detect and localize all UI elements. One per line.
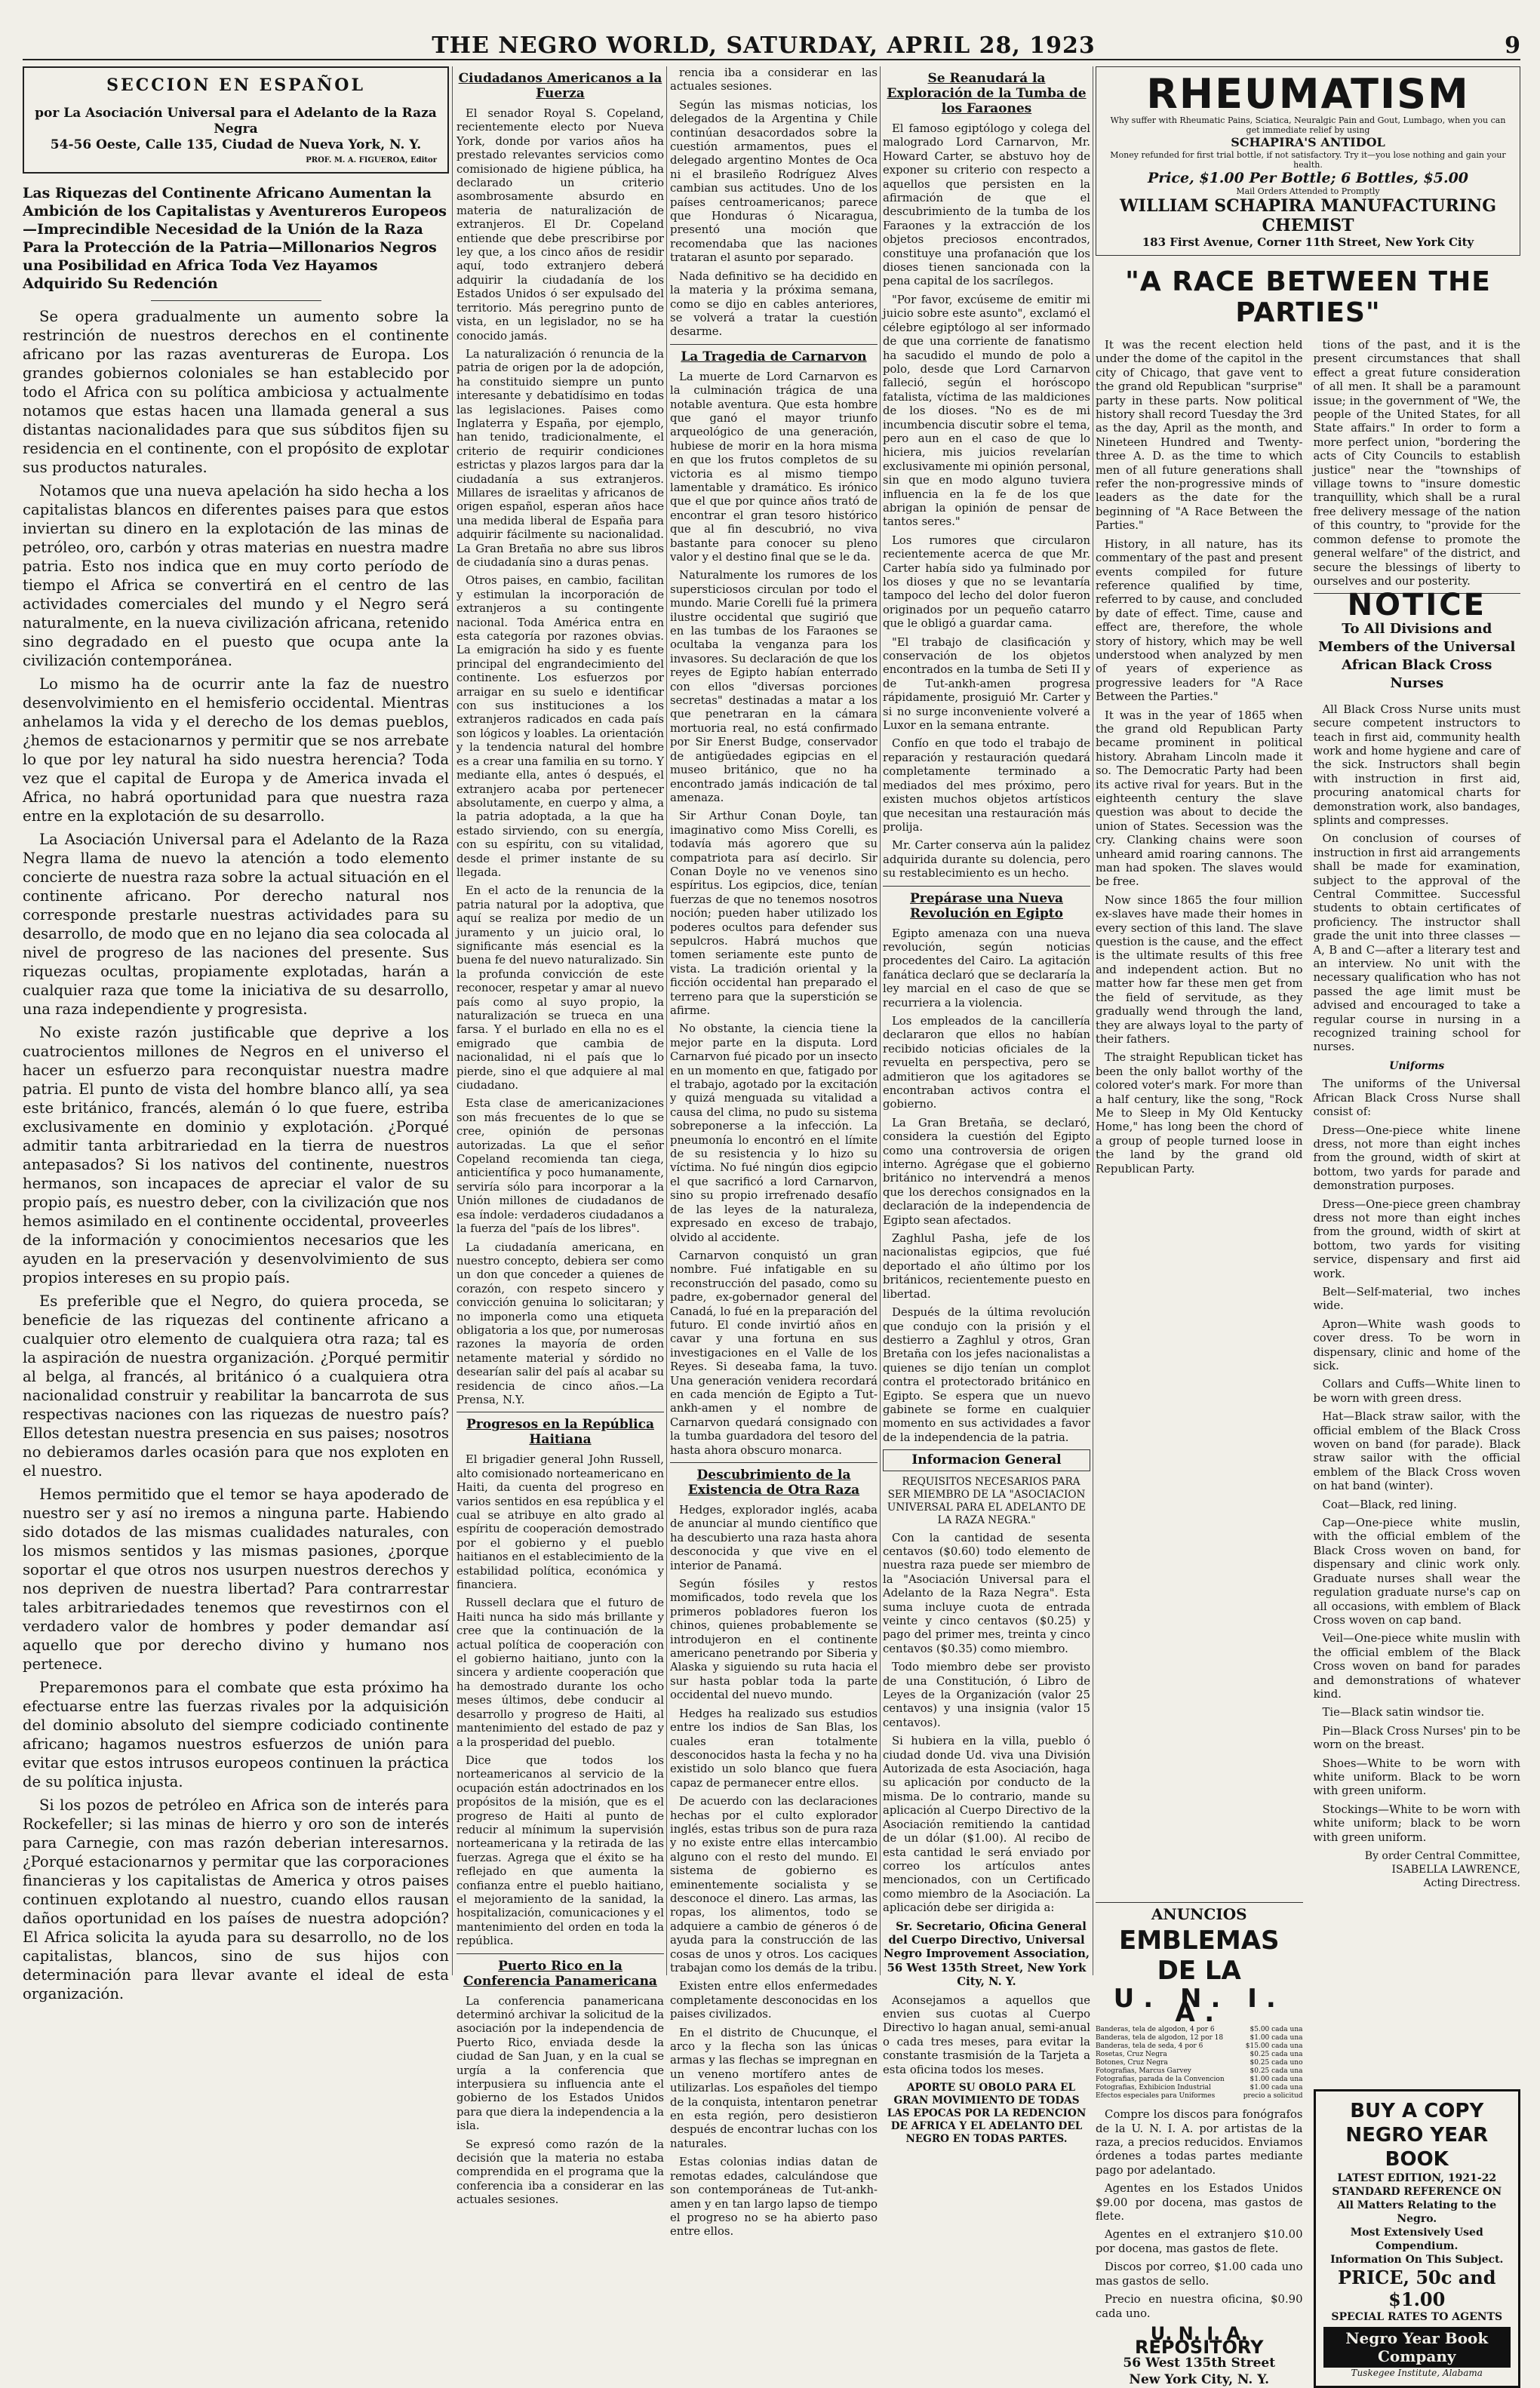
paragraph: rencia iba a considerar en las actuales sesiones. — [670, 66, 878, 94]
paragraph: On conclusion of courses of instruction in first aid arrangements shall be made for examination, subject to the approval of the Central Committee. Successful students to obtain certificates of proficiency. The instructor shall grade the unit into three classes —A, B and C—after a literary test and an interview. No unit with the necessary qualification who has not passed the age limit must be advised and encouraged to take a regular course in nursing in a recognized training school for nurses. — [1313, 832, 1520, 1054]
headline-ciudadanos: Ciudadanos Americanos a la Fuerza — [458, 71, 662, 101]
price-item: Efectos especiales para Uniformes — [1096, 2092, 1216, 2101]
divider — [151, 300, 321, 301]
price-item: Fotografias, parada de la Convencion — [1096, 2076, 1225, 2084]
paragraph: The straight Republican ticket has been the only ballot worthy of the colored voter's mark. For more than a half century, like the song, "Rock Me to Sleep in My Old Kentucky Home," has long been the chord of a group of people turned loose in the land by the grand old Republican Party. — [1096, 1051, 1303, 1176]
price-list — [1096, 2026, 1303, 2101]
paragraph: Si los pozos de petróleo en Africa son de interés para Rockefeller; si las minas de hierro y oro son de interés para Carnegie, con mas razón deberian interesarnos. ¿Porqué estacionarnos y permitar que las corporaciones financieras y los capitalistas de America y otros paises continuen explotando al nuestro, cuando ellos rausan daños oportunidad en los países de nuestra adopción? El Africa solicita la ayuda para su desarrollo, no de los capitalistas, blancos, sino de sus hijos con determinación para llevar avante el ideal de esta organización. — [23, 1796, 449, 2002]
paragraph: Después de la última revolución que condujo con la prisión y el destierro a Zaghlul y otros, Gran Bretaña con los jefes nacionalistas a quienes se dijo tenían un complot contra el protectorado británico en Egipto. Se espera que un nuevo gabinete se forme en cualquier momento en sus actividades a favor de la independencia de la patria. — [883, 1306, 1090, 1444]
ad-yearbook-company: Negro Year Book Company — [1323, 2327, 1511, 2368]
price-item: Fotografias, Marcus Garvey — [1096, 2067, 1191, 2076]
paragraph: Otros paises, en cambio, facilitan y estimulan la incorporación de extranjeros a su contingente nacional. Toda América entra en esta categoría por razones obvias. La emigración ha sido y es fuente principal del engrandecimiento del continente. Los esfuerzos por arraigar en su suelo e identificar con sus instituciones a los extranjeros radicados en cada país son lógicos y loables. La orientación y la tendencia natural del hombre es a crear una familia en su torno. Y mediante ella, antes ó después, el extranjero acaba por pertenecer absolutamente, en cuerpo y alma, a la patria adoptada, a la que ha estado sirviendo, con su energía, con su espíritu, con su vitalidad, desde el primer instante de su llegada. — [456, 574, 664, 879]
ad-yearbook-line: LATEST EDITION, 1921-22 — [1337, 2171, 1497, 2184]
divider — [883, 886, 1090, 887]
anuncios-heading: ANUNCIOS — [1151, 1905, 1247, 1923]
repository-name: U. N. I. A. REPOSITORY — [1135, 2322, 1264, 2359]
article-body — [23, 307, 449, 2003]
headline-otra-raza: Descubrimiento de la Existencia de Otra Raza — [687, 1468, 860, 1498]
paragraph: Pin—Black Cross Nurses' pin to be worn on the breast. — [1313, 1724, 1520, 1752]
price-value: $0.25 cada uno — [1250, 2059, 1303, 2067]
unia-heading: U. N. I. A. — [1113, 1984, 1285, 2028]
signature-name: ISABELLA LAWRENCE, — [1391, 1864, 1520, 1876]
paragraph: En el acto de la renuncia de la patria natural por la adoptiva, que aquí se realiza por medio de un juramento y un juicio oral, lo significante más esencial es la buena fe del nuevo naturalizado. Sin la profunda convicción de este reconocer, respetar y amar al nuevo país como al suyo propio, la naturalización se trueca en una farsa. Y el burlado en ella no es el emigrado que cambia de nacionalidad, ni el país que lo pierde, sino el que adquiere al mal ciudadano. — [456, 884, 664, 1093]
repository-address-1: 56 West 135th Street — [1123, 2355, 1276, 2371]
paragraph: Nada definitivo se ha decidido en la materia y la próxima semana, como se dijo en cables anteriores, se volverá a tratar la cuestión desarme. — [670, 269, 878, 339]
uniforms-heading: Uniforms — [1389, 1059, 1445, 1072]
ad-rheumatism — [1096, 66, 1520, 256]
ad-yearbook-price: PRICE, 50c and $1.00 — [1338, 2266, 1496, 2310]
anuncios-block — [1096, 1898, 1303, 2388]
page-number: 9 — [1505, 32, 1520, 59]
paragraph: Mr. Carter conserva aún la palidez adquirida durante su dolencia, pero su restablecimiento es un hecho. — [883, 839, 1090, 881]
paragraph: Coat—Black, red lining. — [1322, 1498, 1457, 1511]
price-value: $1.00 cada una — [1250, 2034, 1303, 2042]
paragraph: Agentes en los Estados Unidos $9.00 por docena, mas gastos de flete. — [1096, 2182, 1303, 2224]
paragraph: La Asociación Universal para el Adelanto de la Raza Negra llama de nuevo la atención a todo elemento concierte de nuestra raza sobre la actual situación en el continente africano. Por derecho natural nos corresponde prestarle nuestras actividades para su desarrollo, de modo que en no lejano dia sea colocada al nivel de progreso de las naciones del presente. Sus riquezas ocultas, propiamente explotadas, harán a cualquier raza que tome la iniciativa de su desarrollo, una raza independiente y progresista. — [23, 831, 449, 1018]
price-value: $1.00 cada una — [1250, 2084, 1303, 2092]
requirements-heading: REQUISITOS NECESARIOS PARA SER MIEMBRO DE LA "ASOCIACION UNIVERSAL PARA EL ADELANTO DE LA RAZA NEGRA." — [887, 1475, 1087, 1526]
ad-rheumatism-tagline: Why suffer with Rheumatic Pains, Sciatica, Neuralgic Pain and Gout, Lumbago, when you can get immediate relief by using — [1110, 115, 1506, 135]
masthead-title: THE NEGRO WORLD, SATURDAY, APRIL 28, 1923 — [432, 32, 1096, 59]
emblemas-heading: EMBLEMAS DE LA — [1119, 1925, 1280, 1987]
signature-title: Acting Directress. — [1423, 1877, 1520, 1889]
ad-yearbook-location: Tuskegee Institute, Alabama — [1351, 2367, 1483, 2378]
price-item: Fotografias, Exhibicion Industrial — [1096, 2084, 1211, 2092]
section-header-box — [23, 66, 449, 174]
paragraph: Notamos que una nueva apelación ha sido hecha a los capitalistas blancos en diferentes paises para que estos inviertan su dinero en la explotación de las minas de petróleo, oro, carbón y otras materias en nuestra madre patria. Esto nos indica que en muy corto período de tiempo el Africa se convertirá en el centro de las actividades comerciales del mundo y el Negro será naturalmente, en la nueva civilización africana, retenido sino degradado en el puesto que ocupa ante la civilización contemporánea. — [23, 482, 449, 669]
ad-yearbook-line: Most Extensively Used Compendium. — [1350, 2226, 1483, 2252]
ad-refund: Money refunded for first trial bottle, if not satisfactory. Try it—you lose nothing and gain your health. — [1110, 150, 1506, 170]
price-item: Botones, Cruz Negra — [1096, 2059, 1168, 2067]
notice-subtitle: To All Divisions and Members of the Universal African Black Cross Nurses — [1318, 620, 1516, 691]
paragraph: "El trabajo de clasificación y conservación de los objetos encontrados en la tumba de Seti II y de Tut-ankh-amen progresa rápidamente, prosiguió Mr. Carter y si no surge inconveniente volveré a Luxor en la semana entrante. — [883, 635, 1090, 733]
paragraph: Hemos permitido que el temor se haya apoderado de nuestro ser y así no iremos a ninguna parte. Habiendo sido dotados de las mismas cualidades naturales, con los mismos sentidos y las mismas pasiones, ¿porque soportar el que otros nos usurpen nuestros derechos y nos depriven de nuestra libertad? Para contrarrestar tales arbitrariedades tenemos que revestirnos con el verdadero valor de hombres y poder demandar así aquello que por derecho divino y humano nos pertenece. — [23, 1486, 449, 1673]
paragraph: It was the recent election held under the dome of the capitol in the city of Chicago, that gave vent to the grand old Republican "surprise" party in these parts. Now political history shall record Tuesday the 3rd as the day, April as the month, and Nineteen Hundred and Twenty-three A. D. as the time to which men of all future generations shall refer the non-progressive minds of leaders as the date for the beginning of "A Race Between the Parties." — [1096, 339, 1303, 533]
section-title: SECCION EN ESPAÑOL — [106, 75, 365, 95]
price-list-row — [1096, 2067, 1303, 2076]
race-article-left — [1096, 339, 1303, 1890]
price-list-row — [1096, 2026, 1303, 2034]
divider — [1096, 1902, 1303, 1903]
ad-yearbook-line: All Matters Relating to the Negro. — [1337, 2199, 1497, 2225]
race-article — [1096, 339, 1520, 1890]
paragraph: La Gran Bretaña, se declaró, considera la cuestión del Egipto como una controversia de origen interno. Agrégase que el gobierno británico no intervendrá a menos que los derechos consignados en la declaración de la independencia de Egipto sean afectados. — [883, 1116, 1090, 1227]
paragraph: La muerte de Lord Carnarvon es la culminación trágica de una notable aventura. Que esta hombre que ganó el mayor triunfo arqueológico de una generación, hubiese de morir en la hora misma en que los frutos completos de su victoria es al mismo tiempo lamentable y dramático. Es irónico que el que por quince años trató de encontrar el gran tesoro histórico que al fin descubrió, no viva bastante para conocer su pleno valor y el destino final que se le da. — [670, 370, 878, 564]
paragraph: Según fósiles y restos momificados, todo revela que los primeros pobladores fueron los chinos, quienes probablemente se introdujeron en el continente americano penetrando por Siberia y Alaska y siguiendo su ruta hacia el sur hasta poblar toda la parte occidental del nuevo mundo. — [670, 1578, 878, 1702]
section-org: por La Asociación Universal para el Adelanto de la Raza Negra — [35, 106, 437, 137]
ad-address: 183 First Avenue, Corner 11th Street, New York City — [1142, 235, 1474, 249]
headline-carnarvon: La Tragedia de Carnarvon — [681, 349, 867, 364]
ad-yearbook-line: STANDARD REFERENCE ON — [1332, 2185, 1502, 2198]
paragraph: Preparemonos para el combate que esta próximo ha efectuarse entre las fuerzas rivales por la adquisición del dominio absoluto del siempre codiciado continente africano; hagamos nuestros esfuerzos de unión para evitar que estos intrusos europeos continuen la práctica de su política injusta. — [23, 1679, 449, 1790]
paragraph: Tie—Black satin windsor tie. — [1322, 1706, 1485, 1720]
paragraph: La ciudadanía americana, en nuestro concepto, debiera ser como un don que conceder a quienes de corazón, con respeto sincero y convicción genuina lo solicitaran; y no imponerla como una etiqueta obligatoria a los que, por numerosas razones la mayoría de orden netamente material y sórdido no desearían salir del país al acabar su residencia de cinco años.—La Prensa, N.Y. — [456, 1240, 664, 1406]
race-article-right — [1314, 339, 1521, 1890]
masthead — [23, 23, 1520, 60]
divider — [456, 1953, 664, 1954]
paragraph: Todo miembro debe ser provisto de una Constitución, ó Libro de Leyes de la Organización (valor 25 centavos) y una insignia (valor 15 centavos). — [883, 1661, 1090, 1729]
paragraph: Now since 1865 the four million ex-slaves have made their homes in every section of this land. The slave question is the cause, and the effect is the ultimate results of this free and independent action. But no matter how far these men get from the field of servitude, as they gradually wend through the land, they are always loyal to the party of their fathers. — [1096, 893, 1303, 1046]
paragraph: Dice que todos los norteamericanos al servicio de la ocupación están adoctrinados en los propósitos de la misión, que es el progreso de Haiti al punto de reducir al mínimum la supervisión norteamericana y la retirada de las fuerzas. Agrega que el éxito se ha reflejado en que aumenta la confianza entre el pueblo haitiano, el mejoramiento de la sanidad, la hospitalización, comunicaciones y el mantenimiento del orden en toda la república. — [456, 1753, 664, 1948]
paragraph: The uniforms of the Universal African Black Cross Nurse shall consist of: — [1313, 1077, 1520, 1119]
paragraph: Belt—Self-material, two inches wide. — [1313, 1285, 1520, 1313]
paragraph: Si hubiera en la villa, pueblo ó ciudad donde Ud. viva una División Autorizada de esta Asociación, haga su aplicación por conducto de la misma. De lo contrario, mande su aplicación al Cuerpo Directivo de la Asociación remitiendo la cantidad de un dólar ($1.00). Al recibo de esta cantidad le será enviado por correo los artículos antes mencionados, con un Certificado como miembro de la Asociación. La aplicación debe ser dirigida a: — [883, 1735, 1090, 1915]
price-list-row — [1096, 2051, 1303, 2059]
paragraph: Discos por correo, $1.00 cada uno mas gastos de sello. — [1096, 2260, 1303, 2288]
paragraph: Carnarvon conquistó un gran nombre. Fué infatigable en su reconstrucción del pasado, como su padre, ex-gobernador general del Canadá, lo fué en la preparación del futuro. El conde invirtió años en cavar y una fortuna en sus investigaciones en el Valle de los Reyes. Si deseaba fama, la tuvo. Una generación venidera recordará en cada mención de Egipto a Tut-ankh-amen y el nombre de Carnarvon quedará consignado con la tumba guardadora del tesoro del hasta ahora obscuro monarca. — [670, 1249, 878, 1457]
notice-title: NOTICE — [1347, 588, 1486, 623]
ad-yearbook-line: BUY A COPY — [1350, 2099, 1484, 2122]
paragraph: Con la cantidad de sesenta centavos ($0.60) todo elemento de nuestra raza puede ser miembro de la "Asociación Universal para el Adelanto de la Raza Negra". Esta suma incluye cuota de entrada veinte y cinco centavos ($0.25) y pago del primer mes, treinta y cinco centavos ($0.35) como miembro. — [883, 1531, 1090, 1655]
paragraph: Egipto amenaza con una nueva revolución, según noticias procedentes del Cairo. La agitación fanática declaró que se declararía la ley marcial en el caso de que se recurriera a la violencia. — [883, 927, 1090, 1010]
notice-signature — [1314, 1849, 1521, 1890]
price-value: precio a solicitud — [1243, 2092, 1303, 2101]
paragraph: Hedges, explorador inglés, acaba de anunciar al mundo científico que ha descubierto una raza hasta ahora desconocida y que vive en el interior de Panamá. — [670, 1504, 878, 1572]
address-block: Sr. Secretario, Oficina General del Cuerpo Directivo, Universal Negro Improvement Association, 56 West 135th Street, New York City, N. Y. — [884, 1919, 1090, 1989]
paragraph: Agentes en el extranjero $10.00 por docena, mas gastos de flete. — [1096, 2228, 1303, 2255]
paragraph: Cap—One-piece white muslin, with the official emblem of the Black Cross woven on band, for dispensary and clinic work only. Graduate nurses shall wear the regulation graduate nurse's cap on all occasions, with emblem of Black Cross woven on cap band. — [1313, 1517, 1520, 1627]
column-5-english — [1096, 66, 1520, 2387]
headline-puerto-rico: Puerto Rico en la Conferencia Panamericana — [463, 1958, 657, 1989]
column-spanish-section — [23, 66, 449, 2002]
price-list-row — [1096, 2092, 1303, 2101]
price-item: Rosetas, Cruz Negra — [1096, 2051, 1167, 2059]
yearbook-block — [1314, 1898, 1521, 2388]
paragraph: Se expresó como razón de la decisión que la materia no estaba comprendida en el programa que la conferencia iba a considerar en las actuales sesiones. — [456, 2138, 664, 2207]
ad-yearbook-title: NEGRO YEAR BOOK — [1345, 2123, 1489, 2171]
price-value: $15.00 cada una — [1245, 2042, 1303, 2051]
repository-address-2: New York City, N. Y. — [1129, 2371, 1270, 2387]
paragraph: Según las mismas noticias, los delegados de la Argentina y Chile continúan desacordados sobre la cuestión armamentos, pues el delegado argentino Montes de Oca ni el brasileño Rodríguez Alves cambian sus actitudes. Uno de los países centroamericanos; parece que Honduras ó Nicaragua, presentó una moción que recomendaba que las naciones trataran el asunto por separado. — [670, 98, 878, 265]
headline-race-between-parties: "A RACE BETWEEN THE PARTIES" — [1125, 266, 1491, 328]
paragraph: Zaghlul Pasha, jefe de los nacionalistas egipcios, que fué deportado el año último por los británicos, recientemente puesto en libertad. — [883, 1232, 1090, 1301]
paragraph: Hat—Black straw sailor, with the official emblem of the Black Cross woven on band (for parade). Black straw sailor with the official emblem of the Black Cross woven on hat band (winter). — [1313, 1410, 1520, 1493]
paragraph: Esta clase de americanizaciones son más frecuentes de lo que se cree, opinión de personas autorizadas. La que el señor Copeland recomienda tan ciega, anticientífica y poco humanamente, serviría sólo para incorporar a la Unión millones de ciudadanos de esa índole: verdaderos ciudadanos a la fuerza del "país de los libres". — [456, 1097, 664, 1236]
paragraph: Precio en nuestra oficina, $0.90 cada uno. — [1096, 2293, 1303, 2320]
paragraph: Los rumores que circularon recientemente acerca de que Mr. Carter había sido ya fulminado por los dioses y que no se levantaría tampoco del lecho del dolor fueron originados por un pequeño catarro que le obligó a guardar cama. — [883, 533, 1090, 631]
paragraph: Lo mismo ha de ocurrir ante la faz de nuestro desenvolvimiento en el hemisferio occidental. Mientras anhelamos la vida y el derecho de los demas pueblos, ¿hemos de estacionarnos y permitir que se nos arrebate lo que por ley natural ha sido nuestra herencia? Toda vez que el capital de Europa y de America invada el Africa, no habrá oportunidad para que nuestra raza entre en la explotación de su desarrollo. — [23, 675, 449, 825]
ad-product-name: SCHAPIRA'S ANTIDOL — [1231, 135, 1385, 149]
ad-manufacturer: WILLIAM SCHAPIRA MANUFACTURING CHEMIST — [1119, 196, 1497, 235]
paragraph: Naturalmente los rumores de los supersticiosos circulan por todo el mundo. Marie Corelli fué la primera ilustre occidental que sugirió que en las tumbas de los Faraones se ocultaba la venganza para los invasores. Su declaración de que los reyes de Egipto habían enterrado con ellos "diversas porciones secretas" destinadas a matar a los que penetraran en la cámara mortuoria real, no está confirmado por Sir Enerst Budge, conservador de antigüedades egipcias en el museo británico, que no ha encontrado jamás indicación de tal amenaza. — [670, 569, 878, 804]
paragraph: Hedges ha realizado sus estudios entre los indios de San Blas, los cuales eran totalmente desconocidos hasta la fecha y no ha existido un solo blanco que fuera capaz de permanecer entre ellos. — [670, 1707, 878, 1790]
paragraph: En el distrito de Chucunque, el arco y la flecha son las únicas armas y las flechas se impregnan en un veneno mortífero antes de utilizarlas. Los españoles del tiempo de la conquista, intentaron penetrar en esta región, pero desistieron después de encontrar luchas con los naturales. — [670, 2026, 878, 2150]
price-list-row — [1096, 2084, 1303, 2092]
paragraph: Dress—One-piece green chambray dress not more than eight inches from the ground, width of skirt at bottom, two yards for visiting service, dispensary and first aid work. — [1313, 1197, 1520, 1280]
signature-line: By order Central Committee, — [1364, 1850, 1520, 1862]
ad-negro-year-book — [1314, 2089, 1521, 2388]
paragraph: History, in all nature, has its commentary of the past and present events compiled for future reference qualified by time, referred to by cause, and concluded by date of effect. Time, cause and effect are, therefore, the whole story of history, which may be well understood when analyzed by men of years of experience as progressive leaders for "A Race Between the Parties." — [1096, 537, 1303, 704]
paragraph: Dress—One-piece white linene dress, not more than eight inches from the ground, width of skirt at bottom, two yards for parade and demonstration purposes. — [1313, 1123, 1520, 1193]
paragraph: Estas colonias indias datan de remotas edades, calculándose que son contemporáneas de Tut-ankh-amen y en tan largo lapso de tiempo el progreso no se ha abierto paso entre ellos. — [670, 2156, 878, 2239]
paragraph: El famoso egiptólogo y colega del malogrado Lord Carnarvon, Mr. Howard Carter, se abstuvo hoy de exponer su criterio con respecto a aquellos que persisten en la afirmación de que el descubrimiento de la tumba de los Faraones y la extracción de los objetos preciosos encontrados, constituye una profanación que los dioses tienen sancionada con la pena capital de los sacrílegos. — [883, 122, 1090, 288]
price-list-row — [1096, 2059, 1303, 2067]
paragraph: Compre los discos para fonógrafos de la U. N. I. A. por artistas de la raza, a precios reducidos. Enviamos órdenes a todas partes mediante pago por adelantado. — [1096, 2108, 1303, 2177]
ad-price: Price, $1.00 Per Bottle; 6 Bottles, $5.00 — [1147, 170, 1469, 186]
paragraph: Stockings—White to be worn with white uniform; black to be worn with green uniform. — [1313, 1803, 1520, 1844]
paragraph: tions of the past, and it is the present circumstances that shall effect a great future consideration of all men. It shall be a paramount issue; in the government of "We, the people of the United States, for all State affairs." In order to form a more perfect union, "bordering the acts of City Councils to establish justice" near the "townships of village towns to "insure domestic tranquillity, which shall be a rural free delivery message of the nation of this country, to "provide for the common defense to promote the general welfare" of the district, and secure the blessings of liberty to ourselves and our posterity. — [1313, 339, 1520, 588]
paragraph: El senador Royal S. Copeland, recientemente electo por Nueva York, donde por varios años ha prestado relevantes servicios como comisionado de higiene pública, ha declarado un criterio asombrosamente absurdo en materia de naturalización de extranjeros. El Dr. Copeland entiende que debe prescribirse por ley que, a los cinco años de residir aquí, todo extranjero deberá adquirir la ciudadanía de los Estados Unidos ó ser expulsado del territorio. Más peregrino punto de vista, en un legislador, no se ha conocido jamás. — [456, 107, 664, 343]
column-rule — [880, 66, 881, 1975]
price-value: $0.25 cada una — [1250, 2067, 1303, 2076]
ad-rheumatism-title: RHEUMATISM — [1146, 70, 1470, 118]
paragraph: Collars and Cuffs—White linen to be worn with green dress. — [1313, 1378, 1520, 1405]
paragraph: Russell declara que el futuro de Haiti nunca ha sido más brillante y cree que la continuación de la actual política de cooperación con el gobierno haitiano, junto con la sincera y ardiente cooperación que ha demostrado durante los ocho meses últimos, debe conducir al desarrollo y progreso de Haiti, al mantenimiento del estado de paz y a la prosperidad del pueblo. — [456, 1597, 664, 1749]
price-list-row — [1096, 2076, 1303, 2084]
closing-slogan: APORTE SU OBOLO PARA EL GRAN MOVIMIENTO DE TODAS LAS EPOCAS POR LA REDENCION DE AFRICA Y EL ADELANTO DEL NEGRO EN TODAS PARTES. — [887, 2082, 1087, 2145]
price-item: Banderas, tela de algodon, 12 por 18 — [1096, 2034, 1224, 2042]
bottom-ads — [1096, 1898, 1520, 2388]
paragraph: It was in the year of 1865 when the grand old Republican Party became prominent in political history. Abraham Lincoln made it so. The Democratic Party had been its active rival for years. But in the eighteenth century the slave question was about to decide the union of States. Secession was the cry. Clanking chains were soon unheard amid roaring cannons. The man had spoken. The slaves would be free. — [1096, 708, 1303, 889]
headline-informacion: Informacion General — [883, 1449, 1090, 1471]
paragraph: Es preferible que el Negro, do quiera proceda, se beneficie de las riquezas del continente africano a cualquier otro elemento de cualquiera otra raza; tal es la aspiración de nuestra organización. ¿Porqué permitir al belga, al francés, al británico ó a cualquiera otra nacionalidad construir y reabilitar la bancarrota de sus respectivas naciones con las riquezas de nuestro país? Ellos detestan nuestra presencia en sus paises; nosotros no debieramos darles ocasión para que nos exploten en el nuestro. — [23, 1292, 449, 1480]
column-rule — [452, 66, 453, 1975]
article-deck: Las Riquezas del Continente Africano Aumentan la Ambición de los Capitalistas y Aventureros Europeos—Imprecindible Necesidad de la Unión de la Raza Para la Protección de la Patria—Millonarios Negros una Posibilidad en Africa Toda Vez Hayamos Adquirido Su Redención — [23, 185, 447, 292]
divider — [670, 344, 878, 345]
ad-yearbook-line: Information On This Subject. — [1330, 2253, 1504, 2266]
price-item: Banderas, tela de seda, 4 por 6 — [1096, 2042, 1203, 2051]
paragraph: Shoes—White to be worn with white uniform. Black to be worn with green uniform. — [1313, 1756, 1520, 1798]
divider — [670, 1462, 878, 1463]
paragraph: No obstante, la ciencia tiene la mejor parte en la disputa. Lord Carnarvon fué picado por un insecto en un momento en que, fatigado por el trabajo, agotado por la excitación y quizá menguada su vitalidad a causa del clima, no pudo su sistema sobreponerse a la infección. La pneumonía lo encontró en el límite de su resistencia y lo hizo su víctima. No fué ningún dios egipcio el que sacrificó a lord Carnarvon, sino su propio irrefrenado desafío de las leyes de la naturaleza, expresado en exceso de trabajo, olvido al accidente. — [670, 1022, 878, 1244]
paragraph: La naturalización ó renuncia de la patria de origen por la de adopción, ha constituido siempre un punto interesante y debatidísimo en todas las legislaciones. Paises como Inglaterra y España, por ejemplo, han tenido, tradicionalmente, el criterio de requirir condiciones estrictas y plazos largos para dar la ciudadanía a sus extranjeros. Millares de israelitas y africanos de origen español, esperan años hace una medida liberal de España para adquirir fácilmente su nacionalidad. La Gran Bretaña no abre sus libros de ciudadanía sino a duras penas. — [456, 347, 664, 569]
paragraph: Veil—One-piece white muslin with the official emblem of the Black Cross woven on band for parades and demonstrations of whatever kind. — [1313, 1632, 1520, 1701]
paragraph: La conferencia panamericana determinó archivar la solicitud de la asociación por la independencia de Puerto Rico, enviada desde la ciudad de San Juan, y en la cual se urgía a la conferencia que interpusiera su influencia ante el gobierno de los Estados Unidos para que diera la independencia a la isla. — [456, 1994, 664, 2133]
column-rule — [666, 66, 667, 1975]
price-list-row — [1096, 2042, 1303, 2051]
price-value: $1.00 cada una — [1250, 2076, 1303, 2084]
paragraph: De acuerdo con las declaraciones hechas por el culto explorador inglés, estas tribus son de pura raza y no existe entre ellas intercambio alguno con el resto del mundo. El sistema de gobierno es eminentemente socialista y se desconoce el dinero. Las armas, las ropas, los alimentos, todo se adquiere a cambio de géneros ó de ayuda para la construcción de las cosas de unos y otros. Los caciques trabajan como los demás de la tribu. — [670, 1795, 878, 1975]
paragraph: Los empleados de la cancillería declararon que ellos no habían recibido noticias oficiales de la revuelta en perspectiva, pero se admitieron que los agitadores se encontraban activos contra el gobierno. — [883, 1014, 1090, 1111]
paragraph: Sir Arthur Conan Doyle, tan imaginativo como Miss Corelli, es todavía más agorero que su compatriota para así decirlo. Sir Conan Doyle no ve venenos sino espíritus. Los egipcios, dice, tenían fuerzas de que no tenemos nosotros noción; pueden haber utilizado los poderes ocultos para defender sus sepulcros. Habrá muchos que tomen seriamente este punto de vista. La tradición oriental y la ficción occidental han preparado el terreno para que la superstición se afirme. — [670, 810, 878, 1017]
paragraph: Aconsejamos a aquellos que envien sus cuotas al Cuerpo Directivo lo hagan anual, semi-anual o cada tres meses, para evitar la constante trasmisión de la Tarjeta a esta oficina todos los meses. — [883, 1993, 1090, 2076]
price-item: Banderas, tela de algodon, 4 por 6 — [1096, 2026, 1215, 2034]
headline-faraones: Se Reanudará la Exploración de la Tumba de los Faraones — [887, 71, 1087, 116]
section-address: 54-56 Oeste, Calle 135, Ciudad de Nueva York, N. Y. — [50, 137, 422, 152]
paragraph: El brigadier general John Russell, alto comisionado norteamericano en Haiti, da cuenta del progreso en varios sentidos en esa república y el cual se atribuye en alto grado al espíritu de cooperación demostrado por el gobierno y el pueblo haitianos en el establecimiento de la estabilidad política, económica y financiera. — [456, 1453, 664, 1592]
paragraph: Apron—White wash goods to cover dress. To be worn in dispensary, clinic and home of the sick. — [1313, 1317, 1520, 1372]
section-editor: PROF. M. A. FIGUEROA, Editor — [306, 156, 437, 164]
paragraph: Se opera gradualmente un aumento sobre la restrinción de nuestros derechos en el continente africano por las razas aventureras de Europa. Los grandes gobiernos coloniales se han establecido por todo el Africa con su política ambiciosa y actualmente notamos que estas hacen una llamada general a sus distantas nacionalidades para que sus súbditos fijen su residencia en el continente, con el propósito de explotar sus productos naturales. — [23, 308, 449, 476]
paragraph: "Por favor, excúseme de emitir mi juicio sobre este asunto", exclamó el célebre egiptólogo al ser informado de que una corriente de fanatismo ha sacudido el mundo de polo a polo, desde que Lord Carnarvon falleció, según el horóscopo fatalista, víctima de las maldiciones de los dioses. "No es de mi incumbencia discutir sobre el tema, pero aun en el caso de que lo hiciera, mis juicios revelarían exclusivamente mi opinión personal, sin que en modo alguno tuviera influencia en la fe de los que abrigan la opinión de pensar de tantos seres." — [883, 293, 1090, 529]
column-3 — [670, 66, 878, 2239]
price-list-row — [1096, 2034, 1303, 2042]
paragraph: All Black Cross Nurse units must secure competent instructors to teach in first aid, community health work and home hygiene and care of the sick. Instructors shall begin with instruction in first aid, procuring anatomical charts for demonstration work, also bandages, splints and compresses. — [1313, 702, 1520, 827]
column-2 — [456, 66, 664, 2207]
paragraph: No existe razón justificable que deprive a los cuatrocientos millones de Negros en el universo el hacer un esfuerzo para reconquistar nuestra madre patria. El punto de vista del hombre blanco allí, ya sea este británico, francés, alemán ó lo que fuere, estriba exclusivamente en dominio y explotación. ¿Porqué admitir tanta arbitrariedad en la tierra de nuestros antepasados? Si los nativos del continente, nuestros hermanos, son incapaces de apreciar el valor de su propio país, es nuestro deber, con la civilización que nos hemos asimilado en el continente occidental, proveerles de la información y conocimientos necesarios que les ayuden en la preservación y desenvolvimiento de sus propios intereses en su propio país. — [23, 1024, 449, 1286]
headline-haiti: Progresos en la República Haitiana — [466, 1417, 654, 1448]
ad-mail: Mail Orders Attended to Promptly — [1236, 186, 1380, 196]
paragraph: Existen entre ellos enfermedades completamente desconocidas en los paises civilizados. — [670, 1980, 878, 2021]
ad-yearbook-line: SPECIAL RATES TO AGENTS — [1331, 2310, 1503, 2323]
price-value: $0.25 cada una — [1250, 2051, 1303, 2059]
paragraph: Confío en que todo el trabajo de reparación y restauración quedará completamente terminado a mediados del mes próximo, pero existen muchos objetos artísticos que necesitan una restauración más prolija. — [883, 737, 1090, 834]
column-4 — [883, 66, 1090, 2145]
headline-egipto: Prepárase una Nueva Revolución en Egipto — [910, 890, 1063, 921]
price-value: $5.00 cada una — [1250, 2026, 1303, 2034]
